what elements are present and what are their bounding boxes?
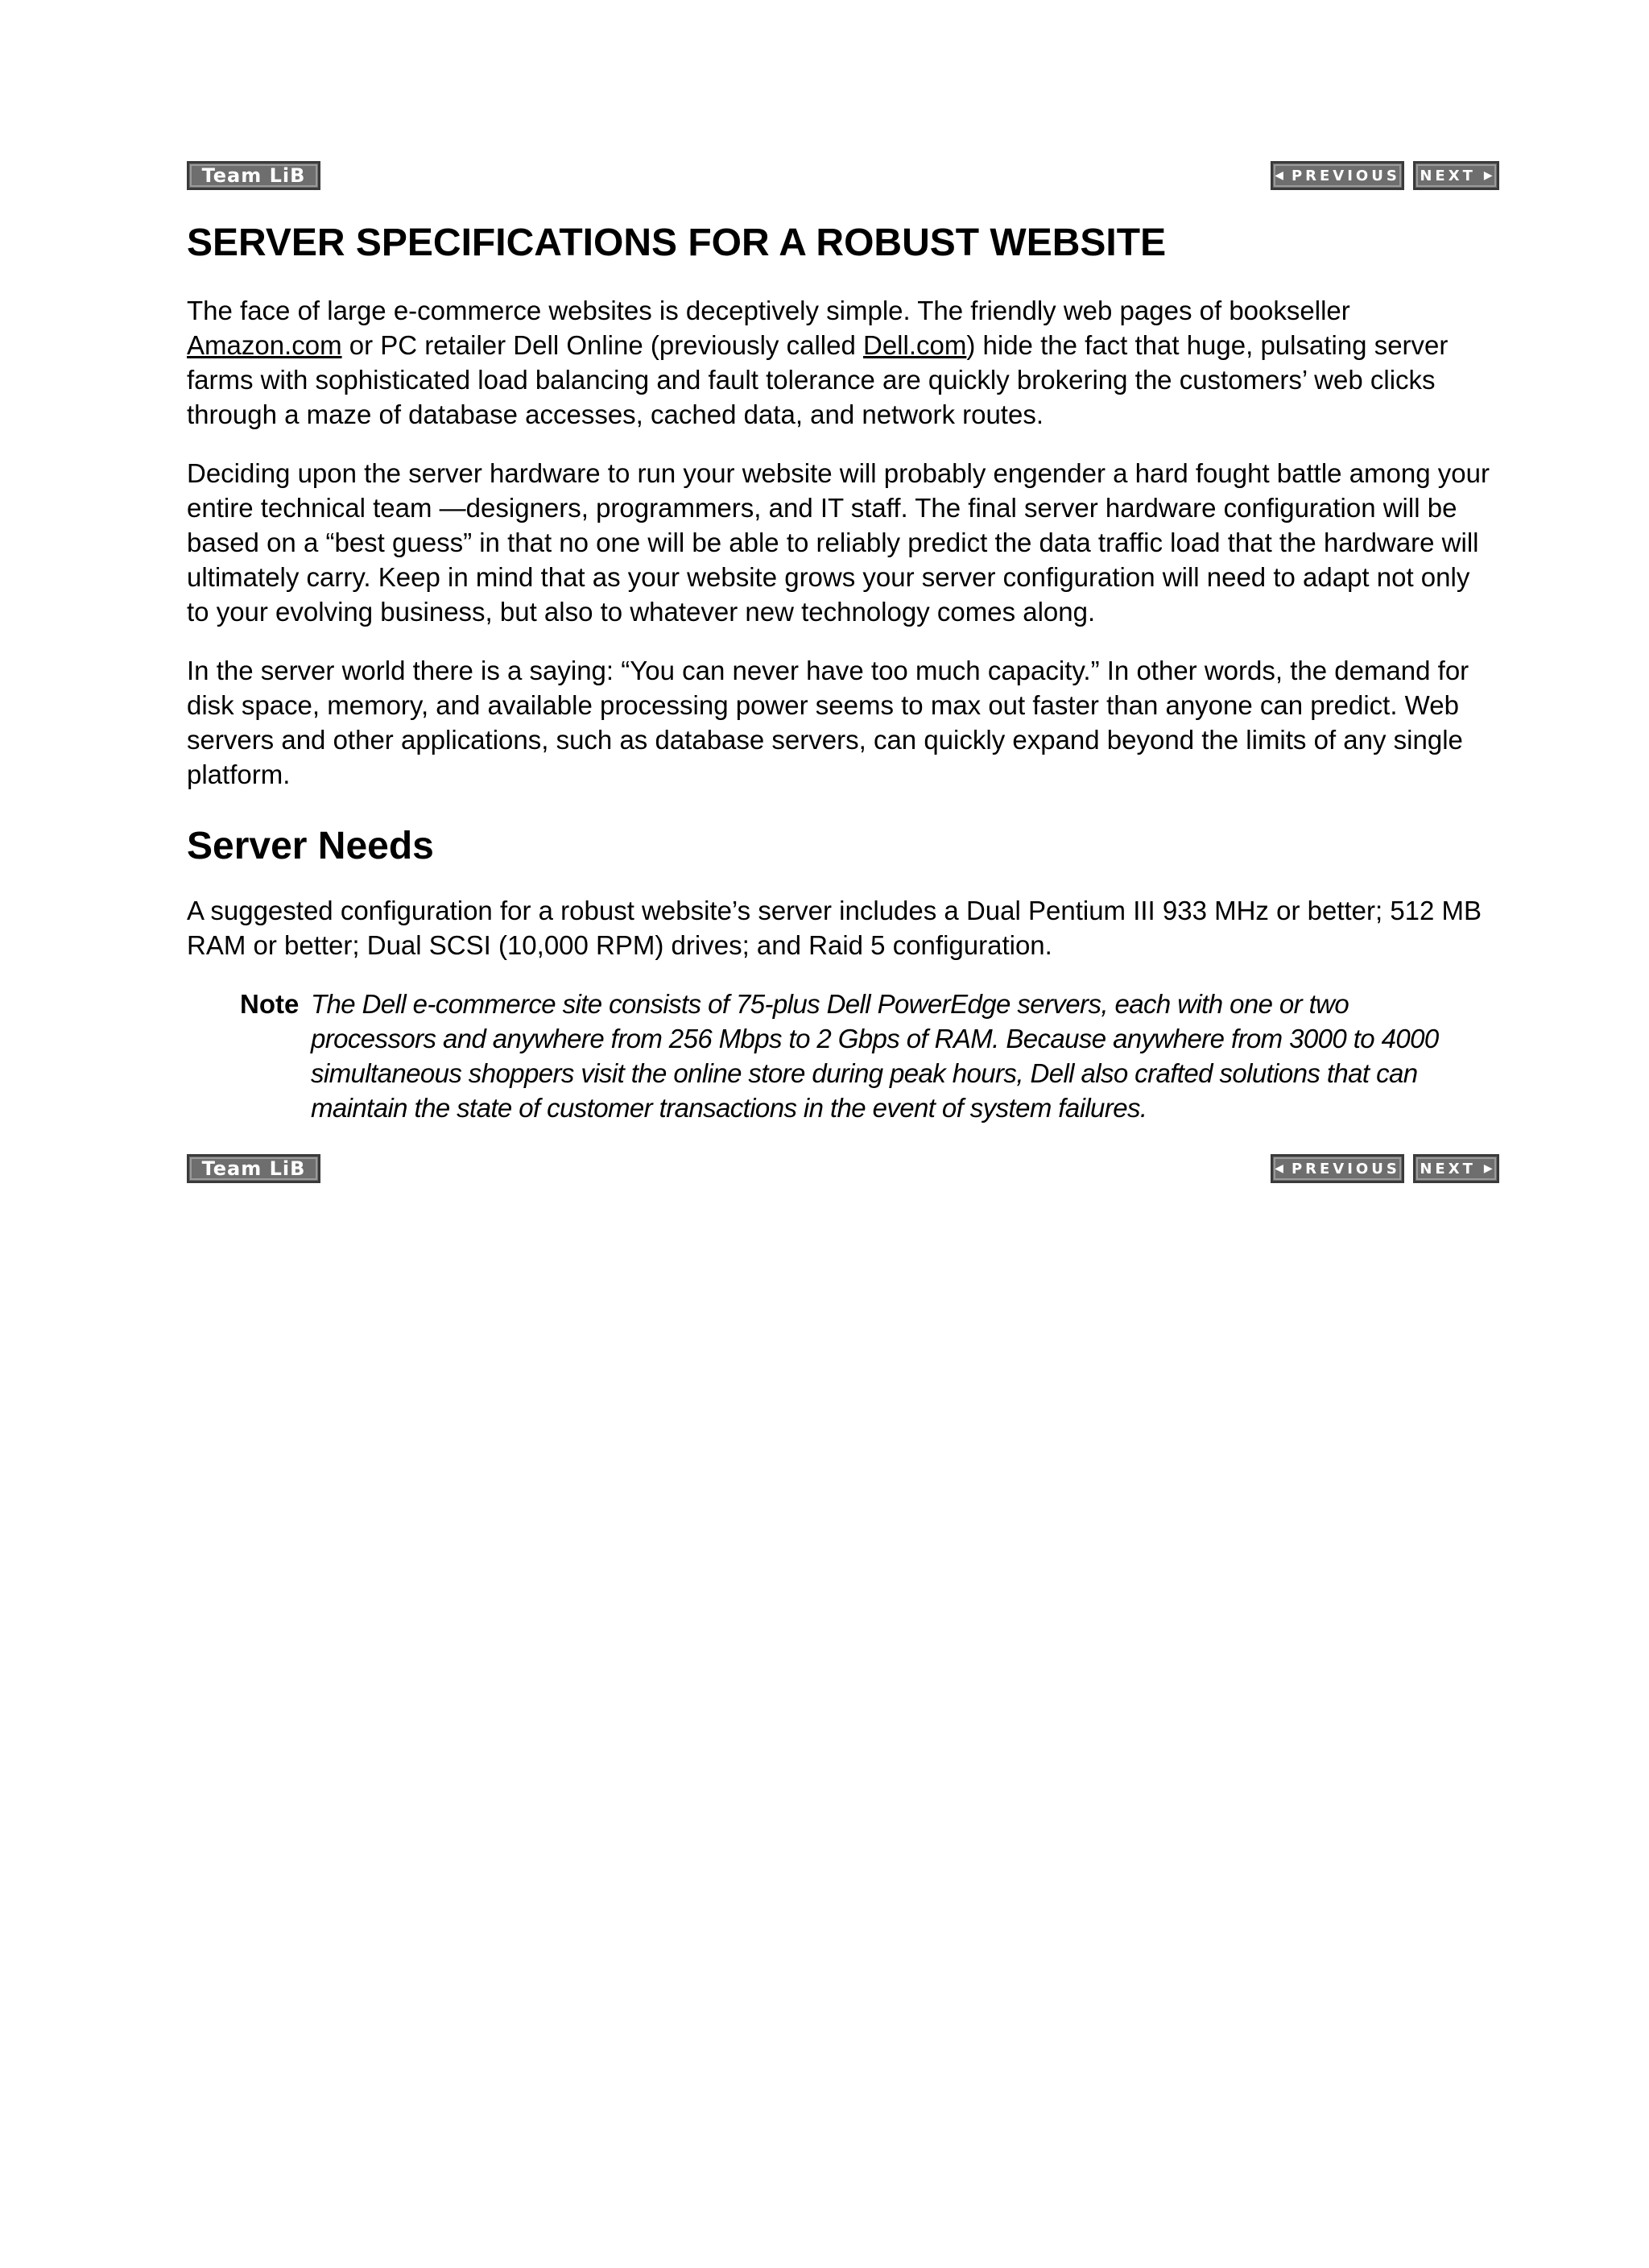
paragraph-capacity: In the server world there is a saying: “You can never have too much capacity.” In other words, the demand for disk space, memory, and available processing power seems to max out faster than anyone can predict. Web servers and other applications, such as database servers, can quickly expand beyond the limits of any single platform. (187, 656, 1469, 789)
section-heading: Server Needs (187, 825, 434, 867)
top-navigation (187, 159, 1499, 193)
previous-button-bottom[interactable] (1271, 1154, 1404, 1183)
note-label: Note (240, 989, 300, 1019)
note-block (240, 987, 1499, 1125)
page-title: SERVER SPECIFICATIONS FOR A ROBUST WEBSITE (187, 221, 1167, 264)
team-lib-label: Team LiB (201, 164, 306, 187)
team-lib-button[interactable] (187, 161, 320, 190)
paragraph-server-needs: A suggested configuration for a robust website’s server includes a Dual Pentium III 933 MHz or better; 512 MB RAM or better; Dual SCSI (10,000 RPM) drives; and Raid 5 configuration. (187, 896, 1482, 960)
amazon-link[interactable]: Amazon.com (187, 330, 342, 360)
team-lib-button-bottom[interactable] (187, 1154, 320, 1183)
right-triangle-icon: ▶ (1483, 1162, 1493, 1175)
previous-button[interactable] (1271, 161, 1404, 190)
next-button-bottom[interactable] (1413, 1154, 1499, 1183)
paragraph-intro (187, 293, 1499, 432)
paragraph-hardware: Deciding upon the server hardware to run your website will probably engender a hard fought battle among your entire technical team —designers, programmers, and IT staff. The final server hardware configuration will be based on a “best guess” in that no one will be able to reliably predict the data traffic load that the hardware will ultimately carry. Keep in mind that as your website grows your server configuration will need to adapt not only to your evolving business, but also to whatever new technology comes along. (187, 458, 1490, 627)
next-label: NEXT (1420, 167, 1476, 184)
note-text: The Dell e-commerce site consists of 75-plus Dell PowerEdge servers, each with one or two processors and anywhere from 256 Mbps to 2 Gbps of RAM. Because anywhere from 3000 to 4000 simultaneous shoppers visit the online store during peak hours, Dell also crafted solutions that can maintain the state of customer transactions in the event of system failures. (311, 989, 1439, 1123)
next-label-bottom: NEXT (1420, 1160, 1476, 1177)
right-triangle-icon: ▶ (1483, 169, 1493, 182)
team-lib-label-bottom: Team LiB (201, 1157, 306, 1180)
paragraph-intro-text-2: or PC retailer Dell Online (previously called (341, 330, 863, 360)
paragraph-intro-text-3: ) hide the fact that huge, pulsating server farms with sophisticated load balancing and fault tolerance are quickly brokering the customers’ web clicks through a maze of database accesses, cached data, and network routes. (187, 330, 1449, 429)
previous-label: PREVIOUS (1291, 167, 1400, 184)
left-triangle-icon: ◀ (1275, 169, 1283, 182)
bottom-navigation (187, 1153, 1499, 1186)
dell-link[interactable]: Dell.com (863, 330, 967, 360)
previous-label-bottom: PREVIOUS (1291, 1160, 1400, 1177)
page-content (187, 159, 1499, 1186)
next-button[interactable] (1413, 161, 1499, 190)
paragraph-intro-text-1: The face of large e-commerce websites is deceptively simple. The friendly web pages of bookseller (187, 296, 1350, 325)
left-triangle-icon: ◀ (1275, 1162, 1283, 1175)
